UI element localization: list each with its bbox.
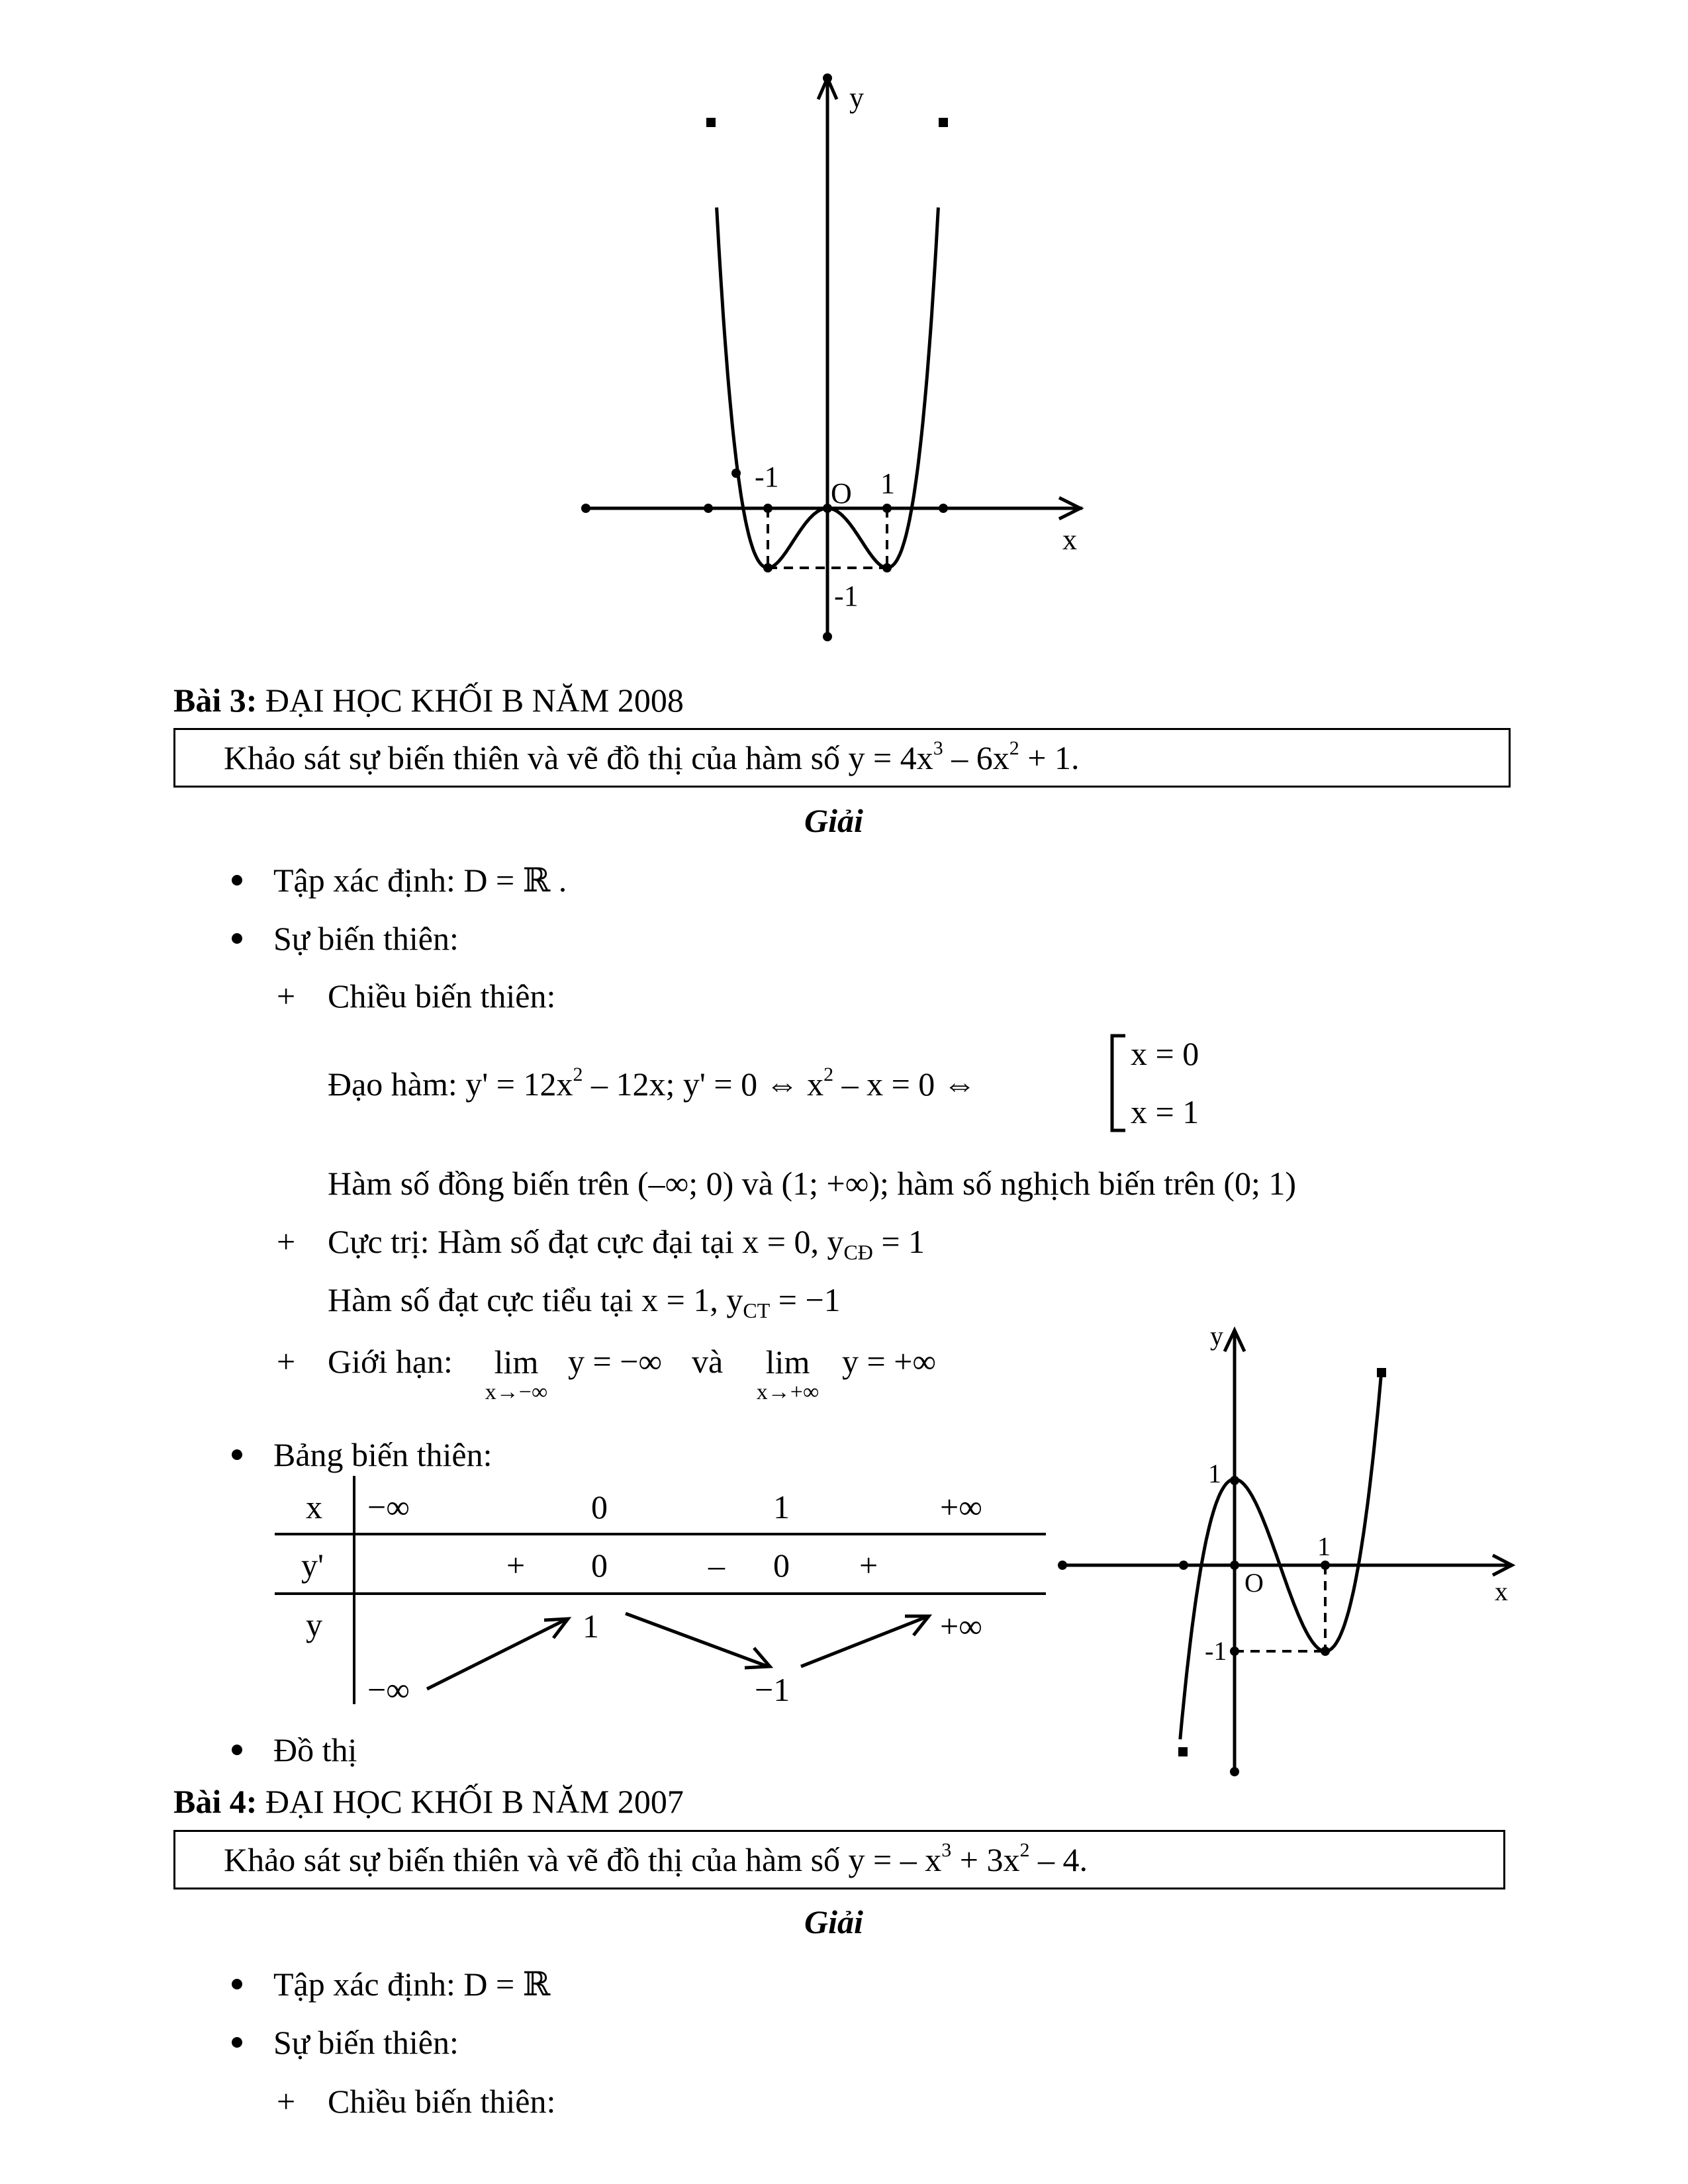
plus-marker: +	[277, 2083, 296, 2120]
plus-marker: +	[277, 1343, 296, 1380]
bullet	[232, 2037, 242, 2048]
graph2-curve	[1180, 1371, 1382, 1739]
table-yp-sign: +	[859, 1547, 878, 1584]
bai3-root-2: x = 1	[1131, 1093, 1199, 1130]
bai3-bang-bien-thien: Bảng biến thiên:	[273, 1436, 492, 1473]
table-yp-sign: +	[506, 1547, 526, 1584]
bai4-heading-title: ĐẠI HỌC KHỐI B NĂM 2007	[265, 1783, 684, 1820]
bai3-root-1: x = 0	[1131, 1035, 1199, 1072]
plus-marker: +	[277, 1223, 296, 1260]
table-yp-zero: 0	[591, 1547, 608, 1584]
graph1-x-label: x	[1062, 523, 1077, 556]
graph1-y-label: y	[849, 81, 864, 114]
bai3-chieu-bien-thien: Chiều biến thiên:	[328, 978, 556, 1015]
bai3-lim-2: lim x→+∞	[756, 1343, 820, 1404]
bai3-heading-title: ĐẠI HỌC KHỐI B NĂM 2008	[265, 682, 684, 719]
graph1-x-neg: -1	[755, 461, 779, 493]
bai3-gioi-han-label: Giới hạn:	[328, 1343, 453, 1380]
bai3-cuc-tieu: Hàm số đạt cực tiểu tại x = 1, $y_{CT} = -1$	[328, 1281, 841, 1322]
table-y-min: −1	[755, 1671, 790, 1708]
table-y-neg-inf: −∞	[367, 1671, 410, 1708]
bai3-heading-label: Bài 3:	[173, 682, 258, 719]
bai4-heading-label: Bài 4:	[173, 1783, 258, 1820]
graph2-endpoint-top	[1377, 1368, 1386, 1377]
table-x-pos-inf: +∞	[940, 1488, 982, 1525]
table-x-1: 1	[773, 1488, 790, 1525]
bai3-tap-xac-dinh: Tập xác định: D = ℝ .	[273, 862, 567, 899]
bai3-problem: Khảo sát sự biến thiên và vẽ đồ thị của hàm số $y = 4x^3 - 6x^2 + 1$.	[224, 737, 1080, 776]
bullet	[232, 1979, 242, 1989]
graph2-y-label: y	[1210, 1321, 1223, 1351]
table-header-y: y	[306, 1606, 322, 1643]
graph2-endpoint-bottom	[1178, 1747, 1188, 1756]
bai4-su-bien-thien: Sự biến thiên:	[273, 2024, 459, 2061]
graph2-x-label: x	[1495, 1576, 1508, 1606]
bai4-giai: Giải	[804, 1903, 863, 1940]
graph2-y-one: 1	[1208, 1459, 1221, 1488]
bai3-su-bien-thien: Sự biến thiên:	[273, 920, 459, 957]
table-header-x: x	[306, 1488, 322, 1525]
bai3-va: và	[692, 1343, 724, 1380]
table-y-pos-inf: +∞	[940, 1608, 982, 1645]
bai3-lim-2-rest: y = +∞	[842, 1343, 937, 1380]
bai4-chieu-bien-thien: Chiều biến thiên:	[328, 2083, 556, 2120]
table-x-neg-inf: −∞	[367, 1488, 410, 1525]
bai3-cuc-dai: Cực trị: Hàm số đạt cực đại tại x = 0, $y_{CĐ} = 1$	[328, 1223, 925, 1264]
graph2-origin: O	[1244, 1568, 1264, 1598]
plus-marker: +	[277, 978, 296, 1015]
bai3-do-thi: Đồ thị	[273, 1731, 357, 1768]
bai3-giai: Giải	[804, 802, 863, 839]
bai4-tap-xac-dinh: Tập xác định: D = ℝ	[273, 1966, 551, 2003]
bai4-problem: Khảo sát sự biến thiên và vẽ đồ thị của hàm số y = – $x^3 + 3x^2 - 4$.	[224, 1839, 1088, 1878]
bai4-heading	[173, 1782, 684, 1821]
bai3-lim-1: lim x→−∞	[485, 1343, 548, 1404]
graph1-origin: O	[831, 477, 852, 510]
table-yp-zero: 0	[773, 1547, 790, 1584]
graph1-x-pos: 1	[880, 467, 895, 500]
table-yp-sign: –	[708, 1547, 725, 1584]
table-header-yprime: y'	[301, 1547, 324, 1584]
bai3-dao-ham: Đạo hàm: $y' = 12x^2 - 12x$; y' = 0 ⇔ $x^2 - x = 0$ ⇔	[328, 1064, 976, 1103]
bai3-lim-1-rest: y = −∞	[568, 1343, 663, 1380]
bai3-dong-bien: Hàm số đồng biến trên (–∞; 0) và (1; +∞); hàm số nghịch biến trên (0; 1)	[328, 1165, 1297, 1202]
graph1-y-neg: -1	[834, 580, 859, 612]
graph2-x-one: 1	[1317, 1531, 1331, 1561]
table-y-max: 1	[583, 1608, 599, 1645]
graph2-y-neg: -1	[1205, 1636, 1227, 1666]
table-x-0: 0	[591, 1488, 608, 1525]
